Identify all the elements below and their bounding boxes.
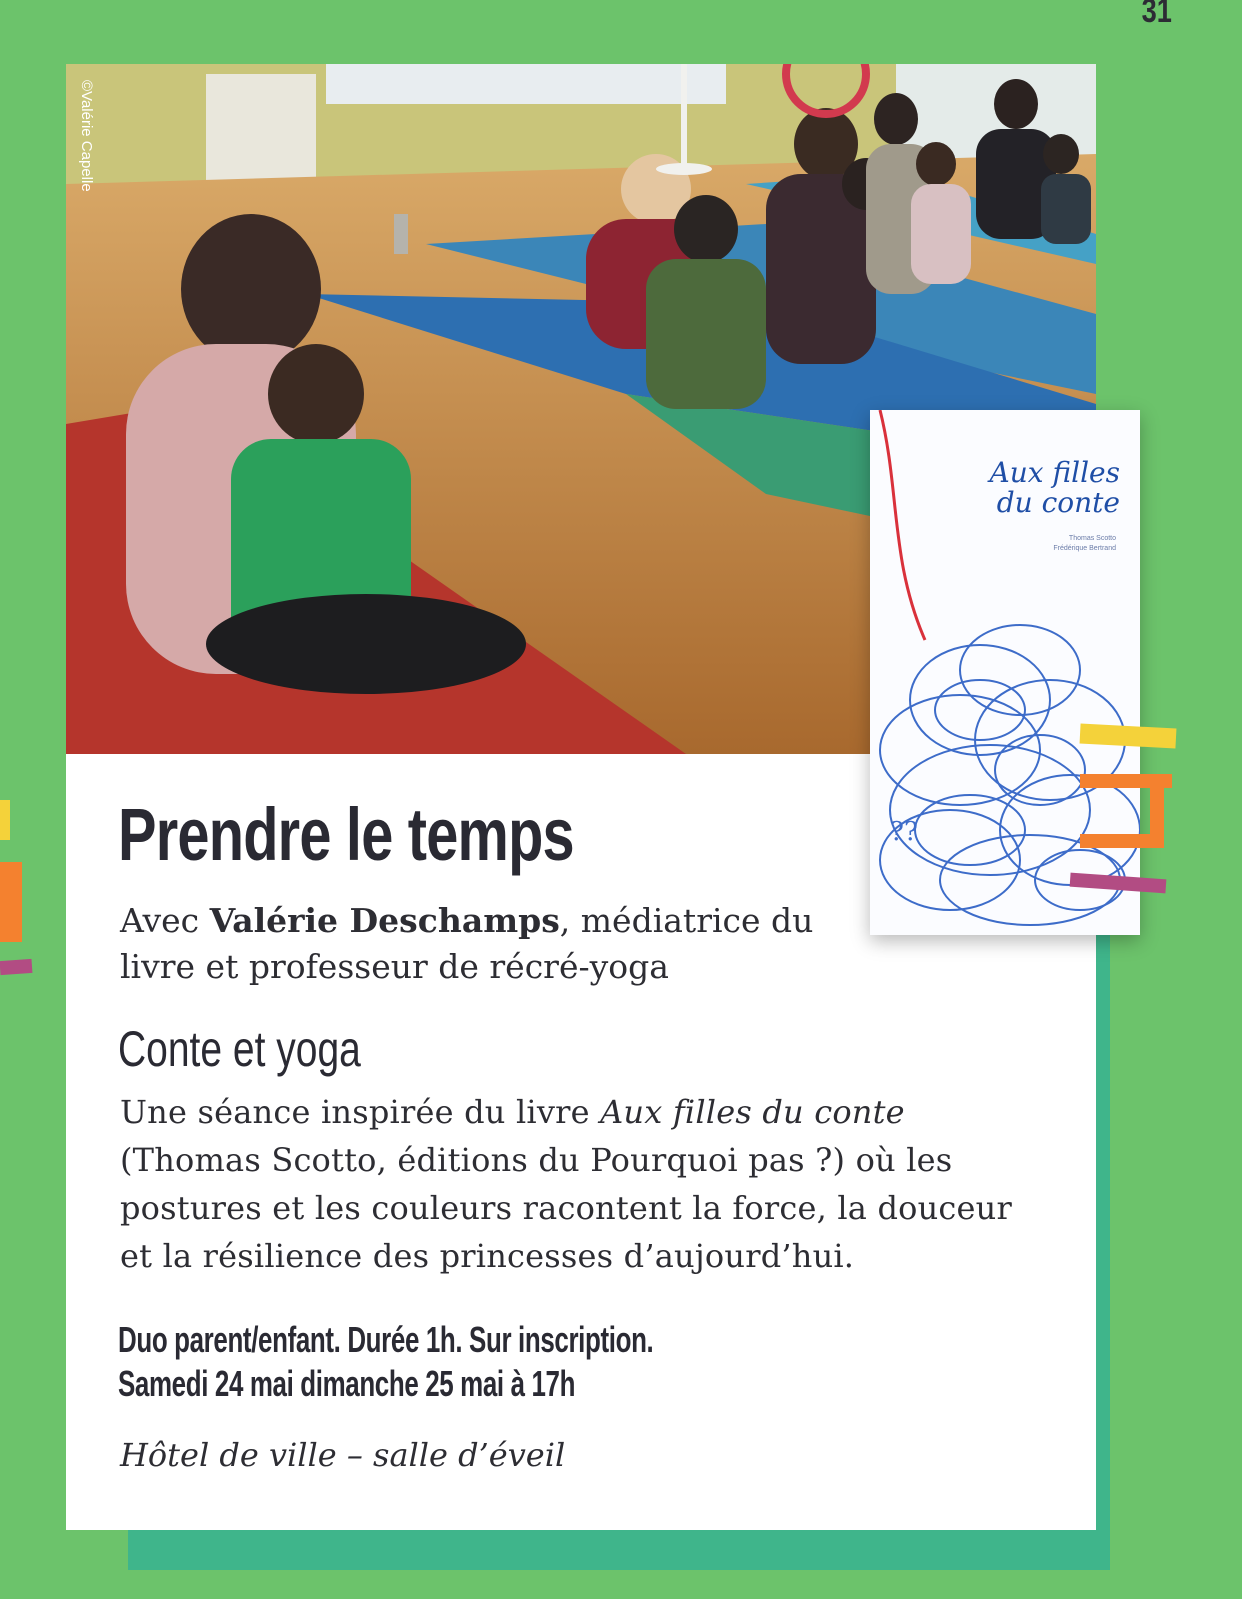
left-deco-purple (0, 959, 32, 975)
event-description (120, 1088, 1050, 1280)
description-suffix: (Thomas Scotto, éditions du Pourquoi pas ?) où les postures et les couleurs racontent la force, la douceur et la résilience des princesses d’aujourd’hui. (120, 1141, 1012, 1275)
book-cover (870, 410, 1140, 935)
photo-credit (78, 80, 112, 210)
author-name: Valérie Deschamps (209, 901, 560, 940)
page-number: 31 (1141, 0, 1172, 30)
book-author-2: Frédérique Bertrand (1053, 545, 1116, 552)
event-author (120, 898, 840, 990)
description-prefix: Une séance inspirée du livre (120, 1093, 601, 1131)
event-title: Prendre le temps (118, 793, 574, 876)
event-location: Hôtel de ville – salle d’éveil (120, 1436, 566, 1474)
left-deco-yellow (0, 800, 10, 840)
event-info-line1: Duo parent/enfant. Durée 1h. Sur inscription. (118, 1319, 654, 1360)
event-subtitle: Conte et yoga (118, 1021, 361, 1077)
event-info (118, 1318, 653, 1406)
book-title-line1: Aux filles (989, 456, 1120, 489)
left-deco-orange (0, 862, 22, 942)
book-author-1: Thomas Scotto (1068, 535, 1116, 542)
description-book-title: Aux filles du conte (600, 1093, 905, 1131)
photo-credit-text: ©Valérie Capelle (78, 80, 95, 192)
book-title (930, 458, 1120, 518)
book-question-marks: ?? (890, 817, 918, 847)
book-title-line2: du conte (996, 486, 1120, 519)
right-deco-orange-bottom (1080, 834, 1164, 848)
author-suffix: , médiatrice du livre et professeur de récré-yoga (120, 901, 814, 986)
book-authors (1053, 534, 1116, 554)
author-prefix: Avec (120, 901, 210, 940)
event-info-line2: Samedi 24 mai dimanche 25 mai à 17h (118, 1363, 576, 1404)
